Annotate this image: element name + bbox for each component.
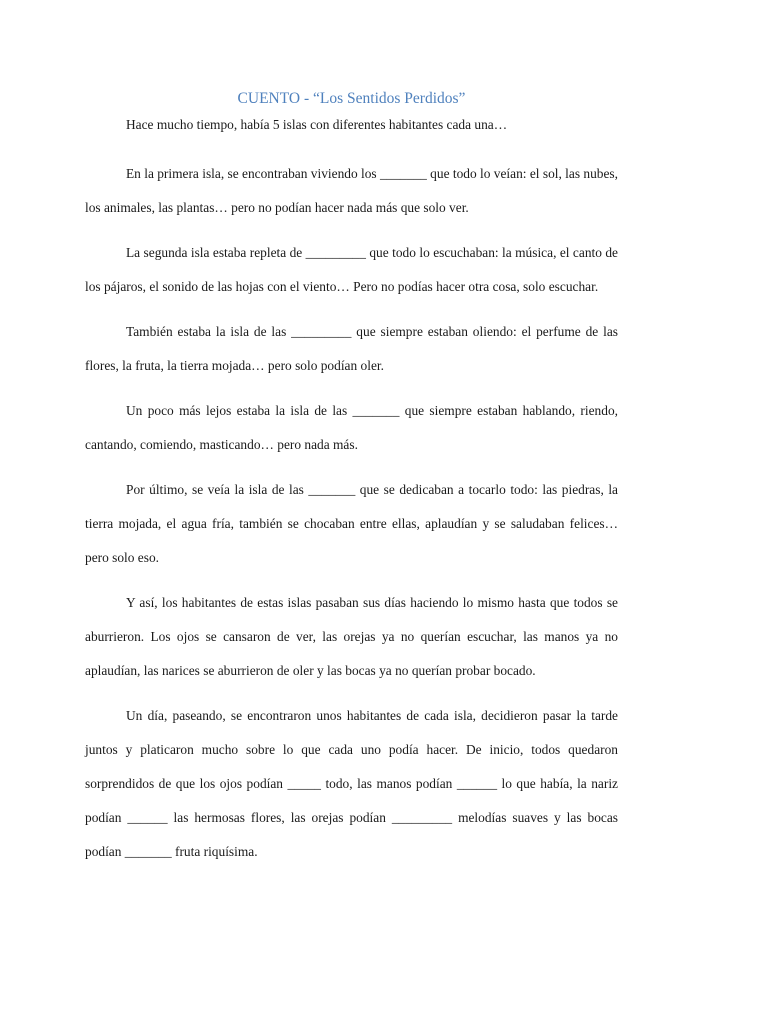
paragraph-mouths-island: Un poco más lejos estaba la isla de las _______ que siempre estaban hablando, riendo, cantando, comiendo, masticando… pero nada más. xyxy=(85,403,618,452)
paragraph-meeting: Un día, paseando, se encontraron unos habitantes de cada isla, decidieron pasar la tarde juntos y platicaron mucho sobre lo que cada uno podía hacer. De inicio, todos quedaron sorprendidos de que los ojos podían _____ todo, las manos podían ______ lo que había, la nariz podían ______ las hermosas flores, las orejas podían _________ melodías suaves y las bocas podían _______ fruta riquísima. xyxy=(85,708,618,859)
document-body xyxy=(85,87,618,880)
paragraph-ears-island: La segunda isla estaba repleta de _________ que todo lo escuchaban: la música, el canto de los pájaros, el sonido de las hojas con el viento… Pero no podías hacer otra cosa, solo escuchar. xyxy=(85,245,618,294)
paragraph-intro: Hace mucho tiempo, había 5 islas con diferentes habitantes cada una… xyxy=(126,117,508,132)
paragraph-boredom: Y así, los habitantes de estas islas pasaban sus días haciendo lo mismo hasta que todos se aburrieron. Los ojos se cansaron de ver, las orejas ya no querían escuchar, las manos ya no aplaudían, las narices se aburrieron de oler y las bocas ya no querían probar bocado. xyxy=(85,595,618,678)
paragraph-eyes-island: En la primera isla, se encontraban viviendo los _______ que todo lo veían: el sol, las nubes, los animales, las plantas… pero no podían hacer nada más que solo ver. xyxy=(85,166,618,215)
story-title: CUENTO - “Los Sentidos Perdidos” xyxy=(237,90,466,107)
paragraph-hands-island: Por último, se veía la isla de las _______ que se dedicaban a tocarlo todo: las piedras, la tierra mojada, el agua fría, también se chocaban entre ellas, aplaudían y se saludaban felices… pero solo eso. xyxy=(85,482,618,565)
paragraph-noses-island: También estaba la isla de las _________ que siempre estaban oliendo: el perfume de las flores, la fruta, la tierra mojada… pero solo podían oler. xyxy=(85,324,618,373)
